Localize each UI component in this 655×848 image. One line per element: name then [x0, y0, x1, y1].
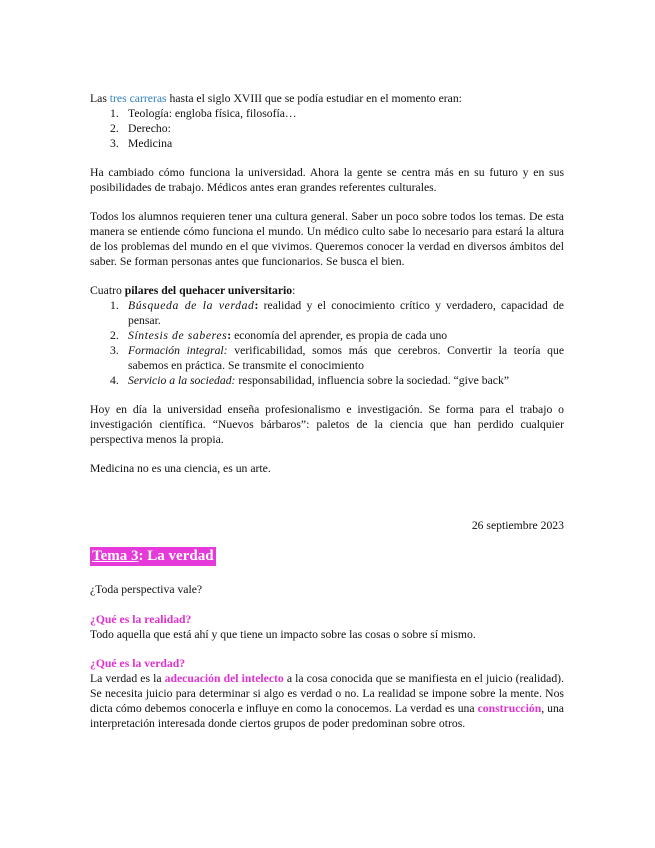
list-number: 2. — [110, 329, 119, 342]
intro-highlight: tres carreras — [109, 92, 167, 105]
list-number: 1. — [110, 107, 119, 120]
list-text: Derecho: — [128, 122, 171, 135]
list-item — [90, 343, 564, 373]
pillars-post: : — [292, 284, 296, 297]
pillars-intro — [90, 283, 564, 298]
pillar-text: responsabilidad, influencia sobre la sociedad. “give back” — [235, 374, 510, 387]
question-reality: ¿Qué es la realidad? — [90, 613, 192, 626]
list-text: Teología: engloba física, filosofía… — [128, 107, 297, 120]
pillar-title: Servicio a la sociedad: — [128, 374, 236, 387]
tema-label: Tema 3 — [92, 548, 139, 564]
pillar-text: economía del aprender, es propia de cada uno — [231, 329, 448, 342]
truth-highlight-1: adecuación del intelecto — [164, 672, 284, 685]
list-item — [90, 121, 564, 136]
answer-truth — [90, 671, 564, 731]
pillar-colon: : — [227, 329, 232, 342]
pillar-text: realidad y el conocimiento crítico y verdadero, capacidad de pensar. — [128, 299, 564, 327]
careers-list — [90, 106, 564, 151]
list-number: 2. — [110, 122, 119, 135]
question-truth: ¿Qué es la verdad? — [90, 657, 186, 670]
list-item — [90, 373, 564, 388]
truth-highlight-2: construcción — [477, 702, 542, 715]
intro-post: hasta el siglo XVIII que se podía estudiar en el momento eran: — [166, 92, 462, 105]
paragraph-change: Ha cambiado cómo funciona la universidad. Ahora la gente se centra más en su futuro y en sus posibilidades de trabajo. Médicos antes eran grandes referentes culturales. — [90, 166, 564, 194]
tema-sep: : — [138, 548, 148, 564]
paragraph-culture: Todos los alumnos requieren tener una cultura general. Saber un poco sobre todos los temas. De esta manera se entiende cómo funciona el mundo. Un médico culto sabe lo necesario para estará la altura de los problemas del mundo en el que vivimos. Queremos conocer la verdad en diversos ámbitos del saber. Se forman personas antes que funcionarios. Se busca el bien. — [90, 210, 564, 268]
paragraph-medicine: Medicina no es una ciencia, es un arte. — [90, 462, 271, 475]
pillar-title: Búsqueda de la verdad — [128, 299, 255, 312]
paragraph-today: Hoy en día la universidad enseña profesionalismo e investigación. Se forma para el trabajo o investigación científica. “Nuevos bárbaros”: paletos de la ciencia que han perdido cualquier perspectiva menos la propia. — [90, 403, 564, 446]
list-number: 1. — [110, 299, 119, 312]
truth-text-2: a la cosa conocida que se manifiesta en el juicio (realidad). Se necesita juicio para determinar si algo es verdad o no. La realidad se impone sobre la mente. Nos dicta cómo debemos conocerla e influye en como la conocemos. La verdad es una — [90, 672, 564, 715]
pillar-title: Formación integral: — [128, 344, 228, 357]
list-item — [90, 298, 564, 328]
pillars-list — [90, 298, 564, 388]
truth-text-3: , una interpretación interesada donde ciertos grupos de poder predominan sobre otros. — [90, 702, 564, 730]
list-text: Medicina — [128, 137, 173, 150]
pillars-pre: Cuatro — [90, 284, 125, 297]
pillar-title: Síntesis de saberes — [128, 329, 228, 342]
intro-paragraph — [90, 91, 564, 106]
tema-title: La verdad — [147, 548, 214, 564]
list-number: 4. — [110, 374, 119, 387]
pillar-text: verificabilidad, somos más que cerebros. Convertir la teoría que sabemos en práctica. Se transmite el conocimiento — [128, 344, 564, 372]
list-item — [90, 328, 564, 343]
date-label: 26 septiembre 2023 — [471, 519, 564, 532]
truth-text-1: La verdad es la — [90, 672, 165, 685]
list-number: 3. — [110, 344, 119, 357]
list-number: 3. — [110, 137, 119, 150]
intro-pre: Las — [90, 92, 110, 105]
list-item — [90, 136, 564, 151]
pillars-bold: pilares del quehacer universitario — [124, 284, 293, 297]
list-item — [90, 106, 564, 121]
answer-reality: Todo aquella que está ahí y que tiene un impacto sobre las cosas o sobre sí mismo. — [90, 628, 476, 641]
tema-heading — [90, 547, 216, 566]
pillar-colon: : — [254, 299, 259, 312]
question-perspective: ¿Toda perspectiva vale? — [90, 583, 203, 596]
